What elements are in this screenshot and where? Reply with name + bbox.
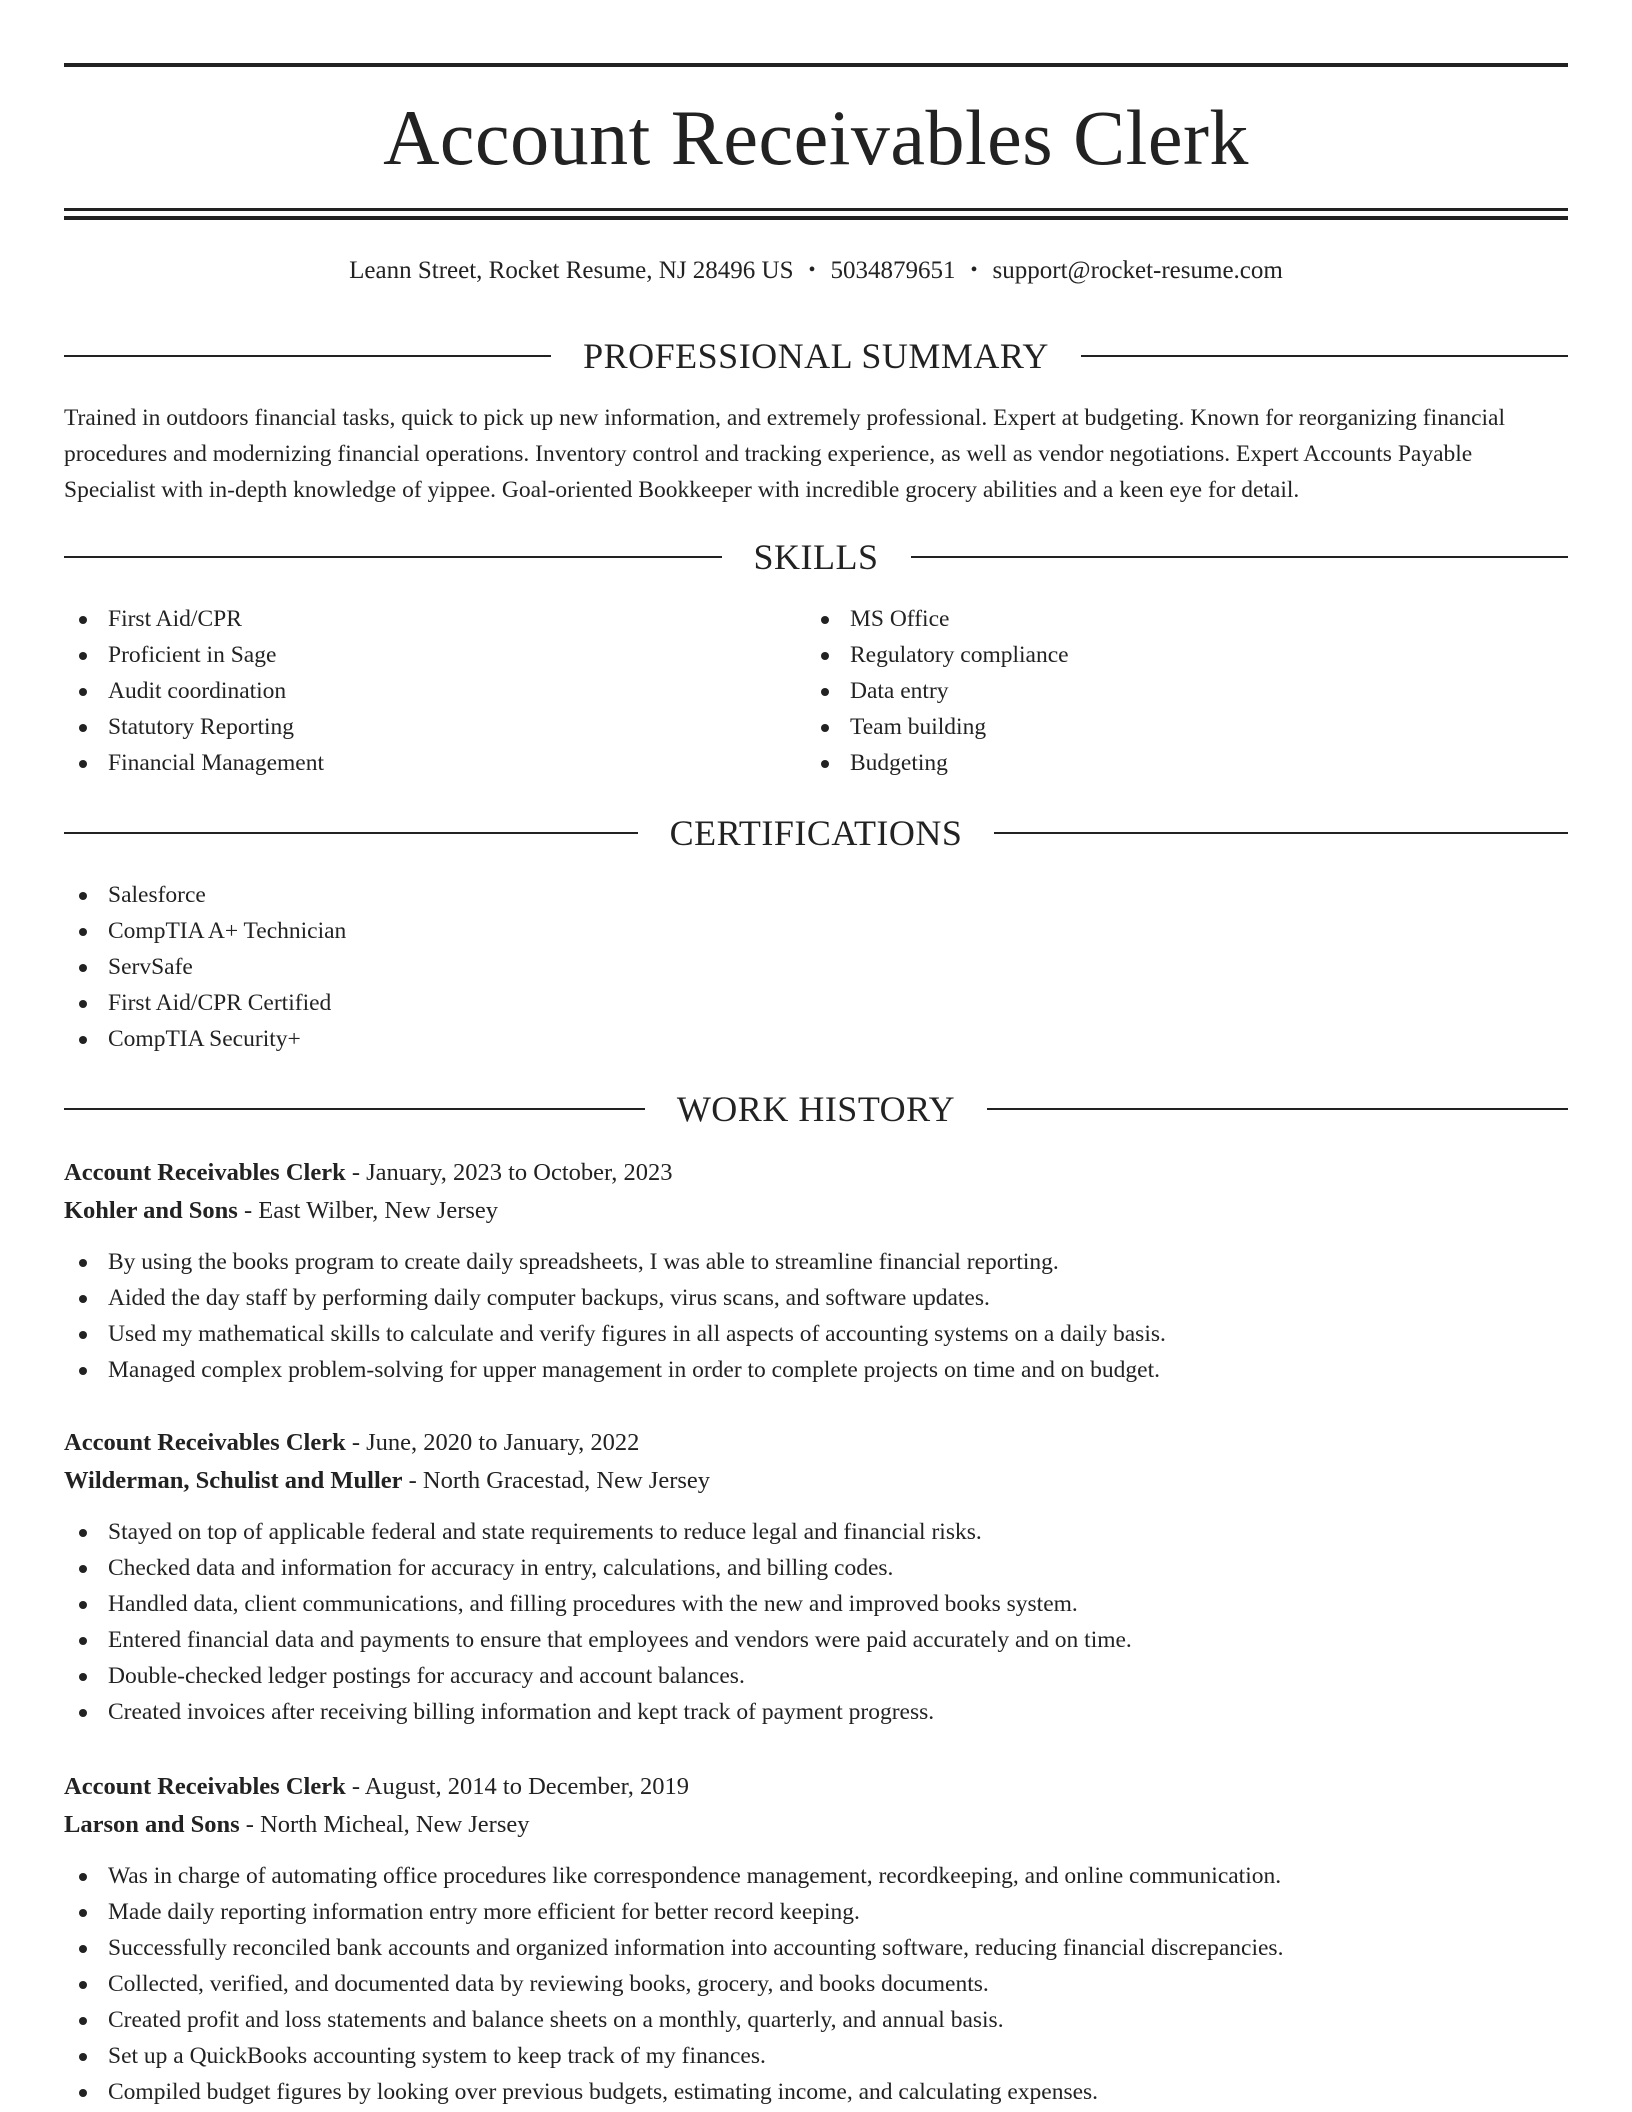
job-duty: Created invoices after receiving billing information and kept track of payment progress. <box>64 1694 1568 1730</box>
job-entry <box>64 1424 1568 1730</box>
job-dates: - August, 2014 to December, 2019 <box>351 1773 690 1800</box>
certification-item: CompTIA Security+ <box>64 1021 764 1057</box>
contact-separator: • <box>970 259 978 281</box>
header-top-rule <box>64 63 1568 67</box>
job-duty: By using the books program to create daily spreadsheets, I was able to streamline financial reporting. <box>64 1244 1568 1280</box>
skill-item: Statutory Reporting <box>64 709 764 745</box>
job-company: Larson and Sons <box>64 1811 240 1838</box>
resume-name: Account Receivables Clerk <box>383 94 1249 181</box>
section-heading-summary <box>64 331 1568 381</box>
heading-rule-left <box>64 1108 645 1110</box>
job-duty: Compiled budget figures by looking over previous budgets, estimating income, and calculating expenses. <box>64 2074 1568 2110</box>
job-company-line <box>64 1462 1568 1500</box>
job-title: Account Receivables Clerk <box>64 1159 346 1186</box>
job-title: Account Receivables Clerk <box>64 1429 346 1456</box>
heading-rule-left <box>64 556 722 558</box>
section-heading-work-history <box>64 1084 1568 1134</box>
header-double-rule-upper <box>64 208 1568 211</box>
job-duty: Used my mathematical skills to calculate and verify figures in all aspects of accounting systems on a daily basis. <box>64 1316 1568 1352</box>
certification-item: Salesforce <box>64 877 764 913</box>
heading-rule-right <box>994 832 1568 834</box>
job-entry <box>64 1154 1568 1388</box>
job-location: - East Wilber, New Jersey <box>243 1197 499 1224</box>
job-duty: Created profit and loss statements and balance sheets on a monthly, quarterly, and annual basis. <box>64 2002 1568 2038</box>
job-duty: Checked data and information for accuracy in entry, calculations, and billing codes. <box>64 1550 1568 1586</box>
job-duty: Set up a QuickBooks accounting system to keep track of my finances. <box>64 2038 1568 2074</box>
section-title: PROFESSIONAL SUMMARY <box>583 336 1049 376</box>
job-entry <box>64 1768 1568 2110</box>
job-location: - North Micheal, New Jersey <box>245 1811 530 1838</box>
section-heading-certifications <box>64 808 1568 858</box>
certifications-list <box>64 877 764 1057</box>
job-duty: Entered financial data and payments to ensure that employees and vendors were paid accurately and on time. <box>64 1622 1568 1658</box>
certification-item: ServSafe <box>64 949 764 985</box>
heading-rule-right <box>1081 355 1568 357</box>
job-title-line <box>64 1424 1568 1462</box>
certification-item: CompTIA A+ Technician <box>64 913 764 949</box>
job-duty: Aided the day staff by performing daily computer backups, virus scans, and software updates. <box>64 1280 1568 1316</box>
section-title: SKILLS <box>753 537 879 577</box>
skill-item: Audit coordination <box>64 673 764 709</box>
job-duties <box>64 1858 1568 2110</box>
job-duty: Successfully reconciled bank accounts and organized information into accounting software, reducing financial discrepancies. <box>64 1930 1568 1966</box>
job-company-line <box>64 1806 1568 1844</box>
skill-item: MS Office <box>806 601 1506 637</box>
contact-email: support@rocket-resume.com <box>992 257 1283 284</box>
skill-item: Budgeting <box>806 745 1506 781</box>
skill-item: Regulatory compliance <box>806 637 1506 673</box>
contact-address: Leann Street, Rocket Resume, NJ 28496 US <box>349 257 794 284</box>
job-duty: Stayed on top of applicable federal and state requirements to reduce legal and financial risks. <box>64 1514 1568 1550</box>
heading-rule-right <box>987 1108 1568 1110</box>
job-duty: Managed complex problem-solving for upper management in order to complete projects on time and on budget. <box>64 1352 1568 1388</box>
job-duties <box>64 1514 1568 1730</box>
header-double-rule-lower <box>64 216 1568 220</box>
job-duty: Was in charge of automating office procedures like correspondence management, recordkeeping, and online communication. <box>64 1858 1568 1894</box>
skills-list-left <box>64 601 764 781</box>
skill-item: First Aid/CPR <box>64 601 764 637</box>
job-duty: Collected, verified, and documented data by reviewing books, grocery, and books documents. <box>64 1966 1568 2002</box>
job-duty: Made daily reporting information entry more efficient for better record keeping. <box>64 1894 1568 1930</box>
skill-item: Data entry <box>806 673 1506 709</box>
job-company: Kohler and Sons <box>64 1197 238 1224</box>
heading-rule-left <box>64 832 638 834</box>
job-dates: - June, 2020 to January, 2022 <box>351 1429 640 1456</box>
job-location: - North Gracestad, New Jersey <box>408 1467 711 1494</box>
job-title: Account Receivables Clerk <box>64 1773 346 1800</box>
section-heading-skills <box>64 532 1568 582</box>
job-duty: Handled data, client communications, and filling procedures with the new and improved books system. <box>64 1586 1568 1622</box>
job-title-line <box>64 1768 1568 1806</box>
job-dates: - January, 2023 to October, 2023 <box>351 1159 673 1186</box>
summary-text: Trained in outdoors financial tasks, quick to pick up new information, and extremely professional. Expert at budgeting. Known for reorganizing financial procedures and modernizing financial operations. Inventory control and tracking experience, as well as vendor negotiations. Expert Accounts Payable Specialist with in-depth knowledge of yippee. Goal-oriented Bookkeeper with incredible grocery abilities and a keen eye for detail. <box>64 405 1505 503</box>
job-duties <box>64 1244 1568 1388</box>
contact-phone: 5034879651 <box>830 257 956 284</box>
contact-separator: • <box>808 259 816 281</box>
heading-rule-right <box>911 556 1569 558</box>
skill-item: Team building <box>806 709 1506 745</box>
job-company-line <box>64 1192 1568 1230</box>
section-title: CERTIFICATIONS <box>669 813 963 853</box>
section-title: WORK HISTORY <box>676 1089 956 1129</box>
job-duty: Double-checked ledger postings for accuracy and account balances. <box>64 1658 1568 1694</box>
certification-item: First Aid/CPR Certified <box>64 985 764 1021</box>
contact-line <box>64 254 1568 289</box>
skill-item: Financial Management <box>64 745 764 781</box>
skill-item: Proficient in Sage <box>64 637 764 673</box>
job-title-line <box>64 1154 1568 1192</box>
heading-rule-left <box>64 355 551 357</box>
skills-list-right <box>806 601 1506 781</box>
job-company: Wilderman, Schulist and Muller <box>64 1467 403 1494</box>
